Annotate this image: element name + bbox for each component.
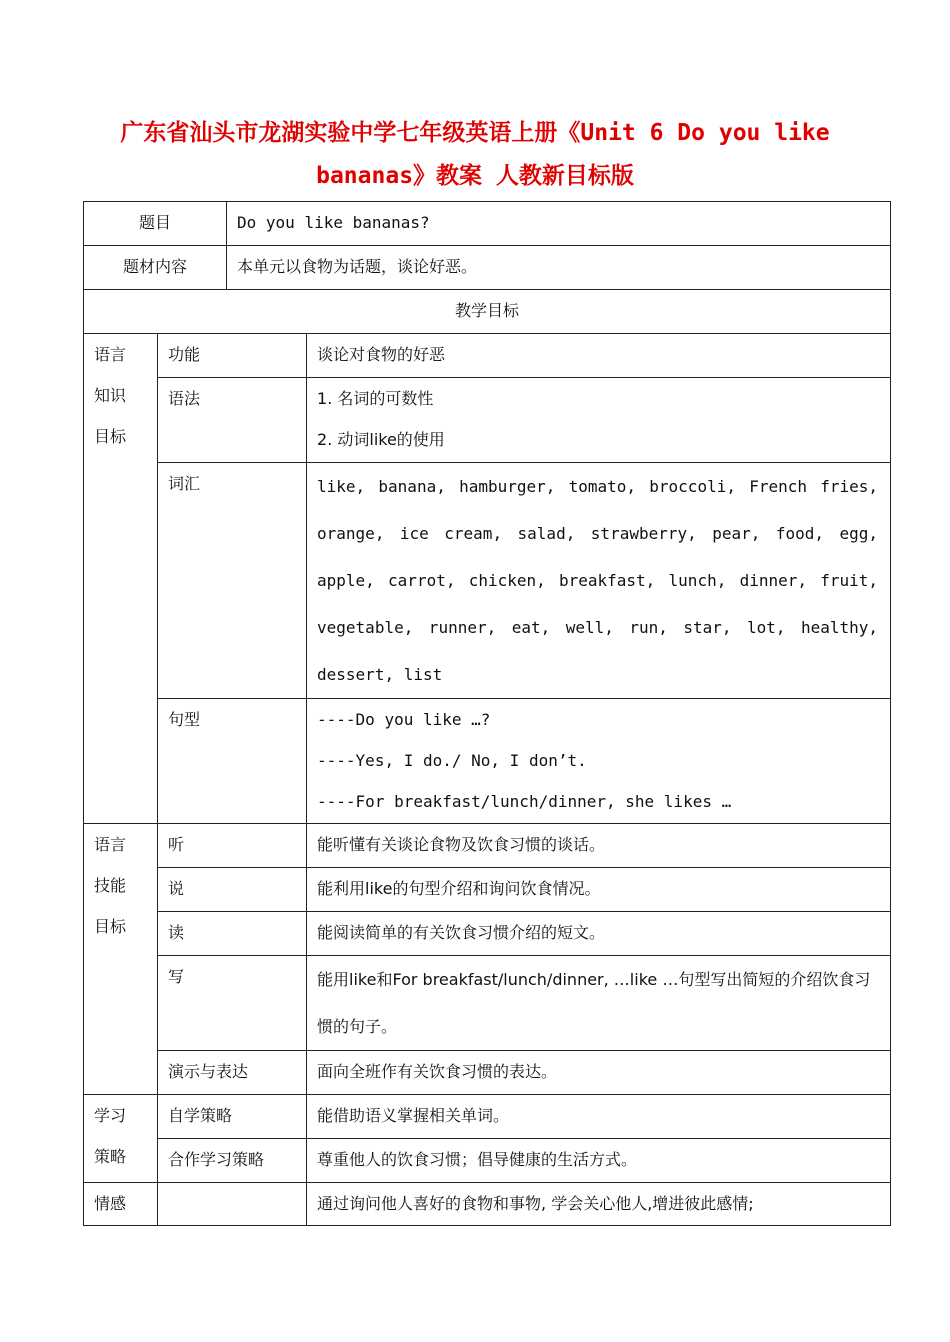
- listening-row: [84, 824, 891, 868]
- reading-label: 读: [168, 923, 185, 942]
- self-study-label: 自学策略: [168, 1106, 233, 1125]
- listening-label: 听: [168, 835, 185, 854]
- emotion-sub-label: [158, 1183, 306, 1189]
- function-label: 功能: [168, 345, 201, 364]
- sentence-pattern-row: [84, 699, 891, 824]
- sentence-pattern-item: ----Yes, I do./ No, I don’t.: [317, 751, 587, 770]
- topic-row: [84, 202, 891, 246]
- grammar-list: [307, 378, 890, 460]
- cooperative-value: 尊重他人的饮食习惯；倡导健康的生活方式。: [317, 1150, 638, 1169]
- emotion-label: 情感: [94, 1194, 127, 1213]
- presentation-row: [84, 1051, 891, 1095]
- lang-knowledge-group-label: [84, 334, 157, 457]
- cooperative-row: [84, 1139, 891, 1183]
- lang-skills-group-label: [84, 824, 157, 947]
- presentation-label: 演示与表达: [168, 1062, 249, 1081]
- speaking-row: [84, 868, 891, 912]
- strategy-label-line: 策略: [94, 1147, 127, 1166]
- vocabulary-row: [84, 463, 891, 699]
- function-row: [84, 334, 891, 378]
- strategy-label-line: 学习: [94, 1106, 127, 1125]
- lang-knowledge-label-line: 知识: [94, 386, 127, 405]
- writing-label: 写: [168, 967, 185, 986]
- objectives-heading-row: [84, 290, 891, 334]
- grammar-row: [84, 378, 891, 463]
- emotion-row: [84, 1183, 891, 1226]
- grammar-label: 语法: [168, 389, 201, 408]
- document-title-line-1: 广东省汕头市龙湖实验中学七年级英语上册《Unit 6 Do you like: [120, 120, 830, 146]
- document-title-line-2: bananas》教案 人教新目标版: [316, 163, 634, 189]
- content-value: 本单元以食物为话题，谈论好恶。: [237, 257, 478, 276]
- speaking-label: 说: [168, 879, 185, 898]
- lang-skills-label-line: 技能: [94, 876, 127, 895]
- lang-knowledge-label-line: 语言: [94, 345, 127, 364]
- presentation-value: 面向全班作有关饮食习惯的表达。: [317, 1062, 558, 1081]
- sentence-pattern-item: ----For breakfast/lunch/dinner, she likes …: [317, 792, 732, 811]
- lang-knowledge-label-line: 目标: [94, 427, 127, 446]
- strategy-group-label: [84, 1095, 157, 1177]
- function-value: 谈论对食物的好恶: [317, 345, 446, 364]
- grammar-item: 1. 名词的可数性: [317, 389, 434, 408]
- vocabulary-value: like, banana, hamburger, tomato, broccoli, French fries, orange, ice cream, salad, strawberry, pear, food, egg, apple, carrot, chicken, breakfast, lunch, dinner, fruit, vegetable, runner, eat, well, run, star, lot, healthy, dessert, list: [317, 477, 879, 684]
- lang-skills-label-line: 语言: [94, 835, 127, 854]
- listening-value: 能听懂有关谈论食物及饮食习惯的谈话。: [317, 835, 606, 854]
- lang-skills-label-line: 目标: [94, 917, 127, 936]
- reading-row: [84, 912, 891, 956]
- speaking-value: 能利用like的句型介绍和询问饮食情况。: [317, 879, 601, 898]
- content-row: [84, 246, 891, 290]
- topic-label: 题目: [139, 213, 172, 232]
- reading-value: 能阅读简单的有关饮食习惯介绍的短文。: [317, 923, 606, 942]
- self-study-value: 能借助语义掌握相关单词。: [317, 1106, 510, 1125]
- lesson-plan-table: [83, 201, 891, 1226]
- sentence-pattern-item: ----Do you like …?: [317, 710, 491, 729]
- grammar-item: 2. 动词like的使用: [317, 430, 445, 449]
- writing-row: [84, 956, 891, 1051]
- objectives-heading: 教学目标: [455, 301, 520, 320]
- sentence-pattern-list: [307, 699, 890, 822]
- vocabulary-label: 词汇: [168, 474, 201, 493]
- topic-value: Do you like bananas?: [237, 213, 430, 232]
- writing-value: 能用like和For breakfast/lunch/dinner, …like …句型写出简短的介绍饮食习惯的句子。: [317, 970, 871, 1036]
- content-label: 题材内容: [123, 257, 188, 276]
- self-study-row: [84, 1095, 891, 1139]
- emotion-value: 通过询问他人喜好的食物和事物, 学会关心他人,增进彼此感情;: [317, 1194, 754, 1213]
- cooperative-label: 合作学习策略: [168, 1150, 265, 1169]
- sentence-pattern-label: 句型: [168, 710, 201, 729]
